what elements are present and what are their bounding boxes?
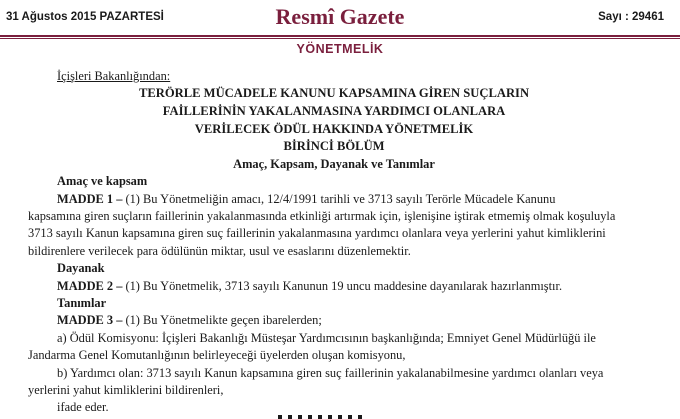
gazette-title: Resmî Gazete — [275, 4, 405, 29]
part-heading: BİRİNCİ BÖLÜM — [283, 139, 385, 154]
article-2-text: (1) Bu Yönetmelik, 3713 sayılı Kanunun 19 uncu maddesine dayanılarak hazırlanmıştır. — [122, 278, 563, 293]
part-subtitle: Amaç, Kapsam, Dayanak ve Tanımlar — [233, 156, 435, 171]
article-1-paragraph — [28, 191, 640, 261]
definition-b-line-2: yerlerini yahut kimliklerini bildirenleri, — [28, 383, 224, 398]
definition-a-line-1: a) Ödül Komisyonu: İçişleri Bakanlığı Müsteşar Yardımcısının başkanlığında; Emniyet Genel Müdürlüğü ile — [57, 330, 596, 345]
article-1-label: MADDE 1 – — [57, 191, 123, 206]
issue-number: Sayı : 29461 — [598, 11, 664, 23]
doc-title-line-2: FAİLLERİNİN YAKALANMASINA YARDIMCI OLANLARA — [162, 104, 506, 118]
issuing-ministry: İçişleri Bakanlığından: — [57, 69, 171, 83]
document-body — [28, 68, 640, 417]
article-3-text: (1) Bu Yönetmelikte geçen ibarelerden; — [122, 313, 322, 328]
gazette-header — [0, 0, 680, 36]
article-3-paragraph — [57, 312, 640, 329]
article-1-heading: Amaç ve kapsam — [57, 174, 148, 189]
header-divider — [0, 35, 680, 37]
article-3-heading: Tanımlar — [57, 296, 107, 311]
article-2-heading: Dayanak — [57, 261, 105, 276]
section-heading: YÖNETMELİK — [296, 42, 384, 56]
article-2-paragraph — [57, 278, 640, 295]
definition-a-line-2: Jandarma Genel Komutanlığının belirleyeceği üyelerden oluşan komisyonu, — [28, 348, 406, 363]
article-1-text-4: bildirenlere verilecek para ödülünün miktar, usul ve esaslarını düzenlemektir. — [28, 243, 411, 258]
doc-title-line-1: TERÖRLE MÜCADELE KANUNU KAPSAMINA GİREN SUÇLARIN — [138, 86, 530, 101]
article-3-closing: ifade eder. — [57, 400, 109, 415]
article-1-text-3: 3713 sayılı Kanun kapsamına giren suç faillerinin yakalanmasına yardımcı olanlara veya yerlerini yahut kimliklerini — [28, 226, 606, 241]
definition-b-line-1: b) Yardımcı olan: 3713 sayılı Kanun kapsamına giren suç faillerinin yakalanabilmesine yardımcı olanları veya — [57, 365, 604, 380]
header-divider-thin — [0, 38, 680, 39]
doc-title-line-3: VERİLECEK ÖDÜL HAKKINDA YÖNETMELİK — [194, 121, 474, 136]
issue-date: 31 Ağustos 2015 PAZARTESİ — [6, 11, 164, 23]
article-1-text-1: (1) Bu Yönetmeliğin amacı, 12/4/1991 tarihli ve 3713 sayılı Terörle Mücadele Kanunu — [122, 191, 556, 206]
article-1-text-2: kapsamına giren suçların faillerinin yakalanmasında etkinliği artırmak için, işlenişine iştirak etmemiş olmak koşuluyla — [28, 209, 616, 223]
cut-off-next-heading — [278, 410, 368, 419]
article-2-label: MADDE 2 – — [57, 278, 123, 293]
article-3-label: MADDE 3 – — [57, 313, 123, 328]
